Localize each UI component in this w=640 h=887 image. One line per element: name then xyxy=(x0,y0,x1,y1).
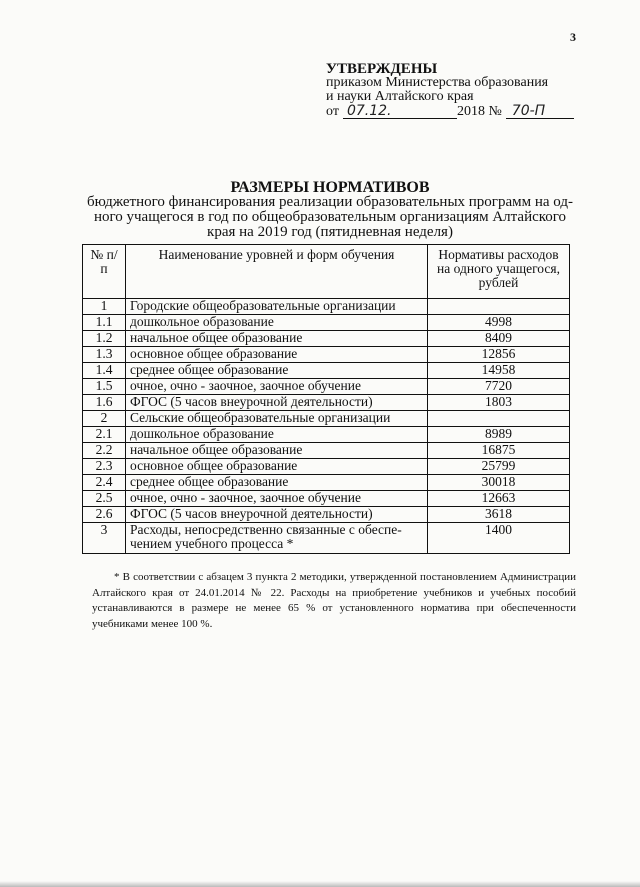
table-row xyxy=(83,331,570,347)
row-name: Расходы, непосредственно связанные с обеспе-чением учебного процесса * xyxy=(126,523,428,554)
row-number: 1.6 xyxy=(83,395,126,411)
row-name: Сельские общеобразовательные организации xyxy=(126,411,428,427)
row-name: основное общее образование xyxy=(126,347,428,363)
table-row xyxy=(83,363,570,379)
row-value: 8409 xyxy=(428,331,570,347)
row-number: 2.1 xyxy=(83,427,126,443)
header-value: Нормативы расходов на одного учащегося, рублей xyxy=(428,245,570,299)
row-name: начальное общее образование xyxy=(126,331,428,347)
approval-year: 2018 xyxy=(456,104,485,119)
footnote: * В соответствии с абзацем 3 пункта 2 методики, утвержденной постановлением Администрации Алтайского края от 24.01.2014 № 22. Расходы на приобретение учебников и учебных пособий устанавливаются в размере не менее 65 % от установленного норматива при обеспеченности учебниками менее 100 %. xyxy=(92,571,576,630)
row-name: Городские общеобразовательные организации xyxy=(126,299,428,315)
title-line-3: ного учащегося в год по общеобразовательным организациям Алтайского xyxy=(93,209,567,225)
row-number: 1.3 xyxy=(83,347,126,363)
title-line-1: РАЗМЕРЫ НОРМАТИВОВ xyxy=(230,179,430,196)
row-number: 1.1 xyxy=(83,315,126,331)
row-number: 2.3 xyxy=(83,459,126,475)
table-row xyxy=(83,379,570,395)
row-name: среднее общее образование xyxy=(126,475,428,491)
row-name: дошкольное образование xyxy=(126,427,428,443)
row-number: 2 xyxy=(83,411,126,427)
approval-number-sign: № xyxy=(488,104,502,119)
row-number: 1 xyxy=(83,299,126,315)
row-number: 3 xyxy=(83,523,126,554)
table-row xyxy=(83,395,570,411)
approval-block xyxy=(326,62,616,119)
row-value: 1803 xyxy=(428,395,570,411)
table-row xyxy=(83,347,570,363)
table-row xyxy=(83,443,570,459)
table-row xyxy=(83,459,570,475)
row-number: 1.5 xyxy=(83,379,126,395)
document-title xyxy=(80,180,580,240)
row-value xyxy=(428,411,570,427)
row-value: 3618 xyxy=(428,507,570,523)
table-row xyxy=(83,523,570,554)
row-value: 1400 xyxy=(428,523,570,554)
page-number: 3 xyxy=(570,30,576,44)
row-name: дошкольное образование xyxy=(126,315,428,331)
approval-date-handwritten: 07.12. xyxy=(343,104,457,119)
row-name: ФГОС (5 часов внеурочной деятельности) xyxy=(126,507,428,523)
row-value: 4998 xyxy=(428,315,570,331)
row-value xyxy=(428,299,570,315)
table-row xyxy=(83,491,570,507)
table-row xyxy=(83,299,570,315)
approval-line-2: и науки Алтайского края xyxy=(326,89,474,104)
table-header-row xyxy=(83,245,570,299)
approval-date-row xyxy=(326,104,616,119)
row-name: очное, очно - заочное, заочное обучение xyxy=(126,491,428,507)
row-number: 2.5 xyxy=(83,491,126,507)
approval-number-handwritten: 70-П xyxy=(506,104,574,119)
row-name: основное общее образование xyxy=(126,459,428,475)
table-row xyxy=(83,411,570,427)
row-number: 1.4 xyxy=(83,363,126,379)
row-value: 8989 xyxy=(428,427,570,443)
approval-from: от xyxy=(326,104,339,119)
header-number: № п/п xyxy=(83,245,126,299)
row-value: 25799 xyxy=(428,459,570,475)
row-value: 12663 xyxy=(428,491,570,507)
approval-heading: УТВЕРЖДЕНЫ xyxy=(326,61,438,77)
row-value: 12856 xyxy=(428,347,570,363)
table-row xyxy=(83,427,570,443)
row-value: 30018 xyxy=(428,475,570,491)
row-name: начальное общее образование xyxy=(126,443,428,459)
norms-table xyxy=(82,244,570,554)
row-number: 2.4 xyxy=(83,475,126,491)
table-row xyxy=(83,315,570,331)
approval-line-1: приказом Министерства образования xyxy=(326,75,549,90)
header-name: Наименование уровней и форм обучения xyxy=(126,245,428,299)
row-number: 2.6 xyxy=(83,507,126,523)
row-number: 2.2 xyxy=(83,443,126,459)
title-line-4: края на 2019 год (пятидневная неделя) xyxy=(207,224,453,240)
row-name: очное, очно - заочное, заочное обучение xyxy=(126,379,428,395)
row-value: 16875 xyxy=(428,443,570,459)
title-line-2: бюджетного финансирования реализации образовательных программ на од- xyxy=(87,194,573,210)
row-value: 7720 xyxy=(428,379,570,395)
scan-edge xyxy=(0,881,640,887)
table-row xyxy=(83,475,570,491)
row-number: 1.2 xyxy=(83,331,126,347)
row-name: ФГОС (5 часов внеурочной деятельности) xyxy=(126,395,428,411)
table-row xyxy=(83,507,570,523)
row-name: среднее общее образование xyxy=(126,363,428,379)
row-value: 14958 xyxy=(428,363,570,379)
